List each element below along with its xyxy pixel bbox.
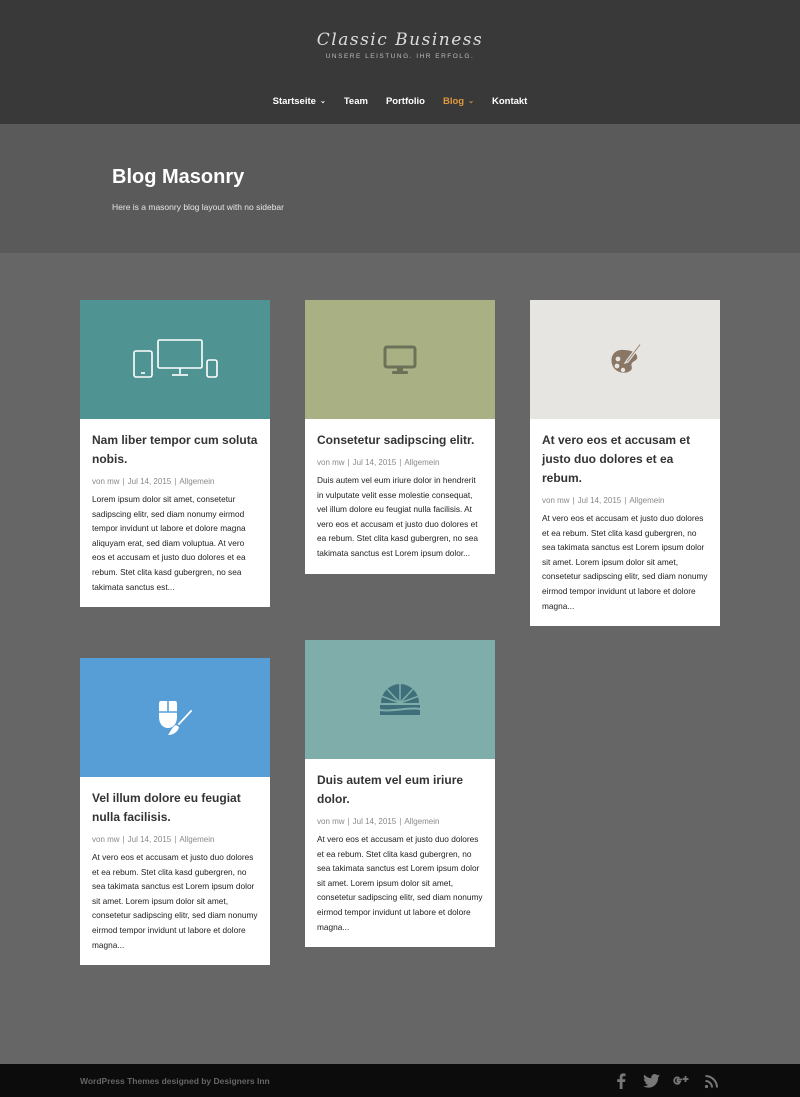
devices-icon bbox=[130, 338, 220, 382]
nav-item-blog[interactable] bbox=[443, 96, 474, 107]
post-category[interactable]: Allgemein bbox=[629, 496, 665, 505]
post-date: Jul 14, 2015 bbox=[127, 477, 172, 486]
post-excerpt: At vero eos et accusam et justo duo dolores et ea rebum. Stet clita kasd gubergren, no sea takimata sanctus est Lorem ipsum dolor sit amet. Lorem ipsum dolor sit amet, consetetur sadipscing elitr, sed diam nonumy eirmod tempor invidunt ut labore et dolore magna... bbox=[92, 852, 258, 950]
monitor-icon bbox=[383, 345, 417, 375]
post-category[interactable]: Allgemein bbox=[179, 477, 215, 486]
rss-icon[interactable] bbox=[702, 1072, 720, 1090]
blog-post-card bbox=[305, 640, 495, 947]
chevron-down-icon: ⌄ bbox=[468, 98, 474, 105]
post-meta bbox=[317, 817, 483, 826]
blog-post-card bbox=[80, 300, 270, 607]
post-date: Jul 14, 2015 bbox=[577, 496, 622, 505]
social-links bbox=[612, 1072, 720, 1090]
meta-separator: | bbox=[399, 817, 402, 826]
post-author[interactable]: von mw bbox=[92, 835, 120, 844]
site-header bbox=[0, 0, 800, 124]
palette-icon bbox=[605, 340, 645, 380]
post-title[interactable]: At vero eos et accusam et justo duo dolores et ea rebum. bbox=[542, 433, 691, 485]
nav-label[interactable]: Startseite bbox=[272, 96, 316, 107]
sunrise-icon bbox=[379, 683, 421, 717]
nav-label[interactable]: Portfolio bbox=[385, 96, 425, 107]
post-meta bbox=[92, 477, 258, 486]
meta-separator: | bbox=[174, 477, 177, 486]
meta-separator: | bbox=[572, 496, 575, 505]
post-date: Jul 14, 2015 bbox=[352, 458, 397, 467]
mouse-brush-icon bbox=[155, 697, 195, 739]
post-image[interactable] bbox=[80, 658, 270, 777]
post-title[interactable]: Nam liber tempor cum soluta nobis. bbox=[92, 433, 258, 466]
post-author[interactable]: von mw bbox=[317, 817, 345, 826]
meta-separator: | bbox=[347, 458, 350, 467]
meta-separator: | bbox=[399, 458, 402, 467]
meta-separator: | bbox=[347, 817, 350, 826]
post-title[interactable]: Consetetur sadipscing elitr. bbox=[317, 433, 475, 447]
site-logo[interactable] bbox=[0, 30, 800, 60]
post-image[interactable] bbox=[305, 300, 495, 419]
post-image[interactable] bbox=[305, 640, 495, 759]
logo-title[interactable]: Classic Business bbox=[316, 30, 484, 50]
meta-separator: | bbox=[174, 835, 177, 844]
page-title: Blog Masonry bbox=[112, 166, 245, 188]
meta-separator: | bbox=[122, 477, 125, 486]
post-author[interactable]: von mw bbox=[317, 458, 345, 467]
footer-credit[interactable]: WordPress Themes designed by Designers Inn bbox=[80, 1076, 270, 1086]
post-category[interactable]: Allgemein bbox=[404, 817, 440, 826]
facebook-icon[interactable] bbox=[612, 1072, 630, 1090]
post-title[interactable]: Duis autem vel eum iriure dolor. bbox=[317, 773, 464, 806]
post-excerpt: At vero eos et accusam et justo duo dolores et ea rebum. Stet clita kasd gubergren, no sea takimata sanctus est Lorem ipsum dolor sit amet. Lorem ipsum dolor sit amet, consetetur sadipscing elitr, sed diam nonumy eirmod tempor invidunt ut labore et dolore magna... bbox=[317, 834, 483, 932]
nav-item-kontakt[interactable] bbox=[492, 96, 527, 107]
nav-item-startseite[interactable] bbox=[273, 96, 326, 107]
page-subtitle: Here is a masonry blog layout with no sidebar bbox=[112, 202, 284, 212]
site-footer bbox=[0, 1064, 800, 1097]
post-excerpt: Duis autem vel eum iriure dolor in hendrerit in vulputate velit esse molestie consequat, vel illum dolore eu feugiat nulla facilisis. At vero eos et accusam et justo duo dolores et ea rebum. Stet clita kasd gubergren, no sea takimata sanctus est Lorem ipsum dolor... bbox=[317, 475, 478, 558]
nav-label[interactable]: Blog bbox=[443, 96, 465, 107]
page-hero bbox=[0, 124, 800, 253]
post-excerpt: At vero eos et accusam et justo duo dolores et ea rebum. Stet clita kasd gubergren, no sea takimata sanctus est Lorem ipsum dolor sit amet. Lorem ipsum dolor sit amet, consetetur sadipscing elitr, sed diam nonumy eirmod tempor invidunt ut labore et dolore magna... bbox=[542, 513, 708, 611]
blog-post-card bbox=[530, 300, 720, 626]
post-category[interactable]: Allgemein bbox=[404, 458, 440, 467]
twitter-icon[interactable] bbox=[642, 1072, 660, 1090]
nav-label[interactable]: Kontakt bbox=[491, 96, 528, 107]
post-image[interactable] bbox=[80, 300, 270, 419]
nav-item-team[interactable] bbox=[344, 96, 368, 107]
meta-separator: | bbox=[122, 835, 125, 844]
chevron-down-icon: ⌄ bbox=[319, 98, 326, 105]
post-title[interactable]: Vel illum dolore eu feugiat nulla facilisis. bbox=[92, 791, 241, 824]
main-nav bbox=[0, 96, 800, 107]
post-image[interactable] bbox=[530, 300, 720, 419]
blog-post-card bbox=[305, 300, 495, 574]
nav-item-portfolio[interactable] bbox=[386, 96, 425, 107]
google-plus-icon[interactable] bbox=[672, 1072, 690, 1090]
post-meta bbox=[92, 835, 258, 844]
post-date: Jul 14, 2015 bbox=[127, 835, 172, 844]
logo-tagline: UNSERE LEISTUNG. IHR ERFOLG. bbox=[325, 53, 475, 60]
post-author[interactable]: von mw bbox=[542, 496, 570, 505]
post-excerpt: Lorem ipsum dolor sit amet, consetetur sadipscing elitr, sed diam nonumy eirmod tempor invidunt ut labore et dolore magna aliquyam erat, sed diam voluptua. At vero eos et accusam et justo duo dolores et ea rebum. Stet clita kasd gubergren, no sea takimata sanctus est... bbox=[92, 494, 246, 592]
blog-post-card bbox=[80, 658, 270, 965]
post-author[interactable]: von mw bbox=[92, 477, 120, 486]
post-category[interactable]: Allgemein bbox=[179, 835, 215, 844]
nav-label[interactable]: Team bbox=[343, 96, 368, 107]
meta-separator: | bbox=[624, 496, 627, 505]
post-meta bbox=[542, 496, 708, 505]
post-date: Jul 14, 2015 bbox=[352, 817, 397, 826]
post-meta bbox=[317, 458, 483, 467]
